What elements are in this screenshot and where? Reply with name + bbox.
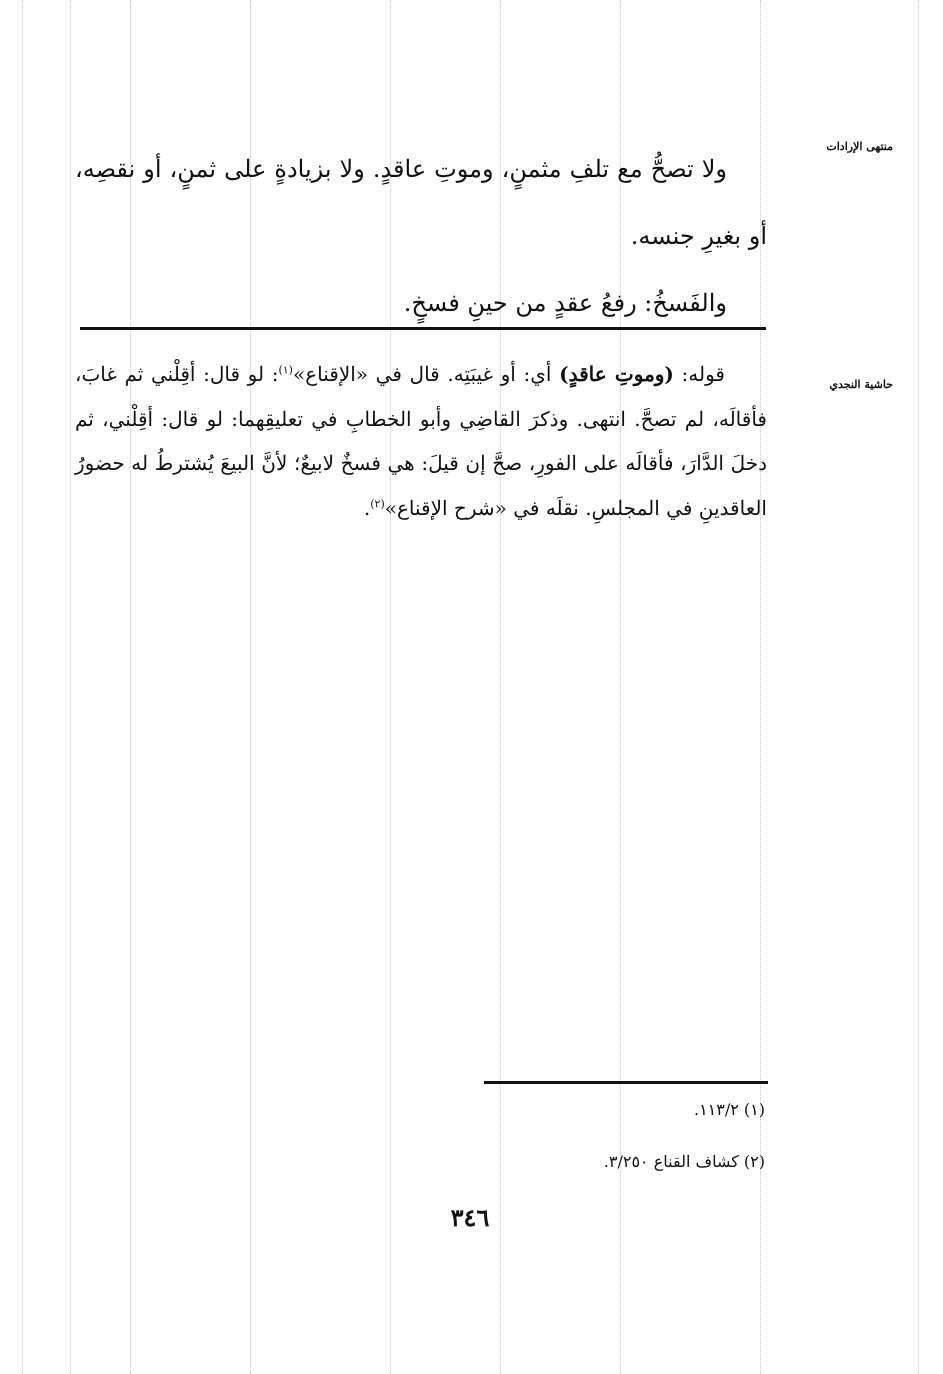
main-text [75,136,767,337]
margin-label-main: منتهى الإرادات [826,140,893,153]
commentary-text [75,352,767,530]
scan-guide-line [22,0,23,1374]
footnote-divider [484,1081,768,1084]
commentary-text-part-2: : لو قال: أقِلْني ثم غابَ، فأقالَه، لم تصحَّ. انتهى. وذكرَ القاضِي وأبو الخطابِ في تعليقِهما: لو قال: أقِلْني، ثم دخلَ الدَّارَ، فأقالَه على الفورِ، صحَّ إن قيلَ: هي فسخٌ لابيعٌ؛ لأنَّ البيعَ يُشترطُ له حضورُ العاقدينِ في المجلسِ. نقلَه في «شرح الإقناع» [75,362,767,520]
main-text-paragraph-1: ولا تصحُّ مع تلفِ مثمنٍ، وموتِ عاقدٍ. ولا بزيادةٍ على ثمنٍ، أو نقصِه، أو بغيرِ جنسه. [75,155,767,250]
scan-guide-line [70,0,71,1374]
commentary-text-part-1: أي: أو غيبَتِه. قال في «الإقناع» [292,362,560,386]
page-number: ٣٤٦ [450,1203,490,1232]
footnote-ref-2[interactable]: (٢) [370,496,385,510]
commentary-paragraph [75,352,767,530]
footnote-ref-1[interactable]: (١) [278,363,293,377]
section-divider [80,327,766,330]
commentary-end: . [363,495,371,520]
main-text-paragraph-2: والفَسخُ: رفعُ عقدٍ من حينِ فسخٍ. [403,289,727,317]
scan-guide-line [918,0,919,1374]
footnote-1: (١) ١١٣/٢. [693,1100,765,1119]
margin-label-commentary: حاشية النجدي [829,378,893,391]
commentary-quote: (وموتِ عاقدٍ) [559,362,674,386]
footnote-2: (٢) كشاف القناع ٣/٢٥٠. [603,1152,765,1171]
commentary-lead: قوله: [673,362,725,386]
